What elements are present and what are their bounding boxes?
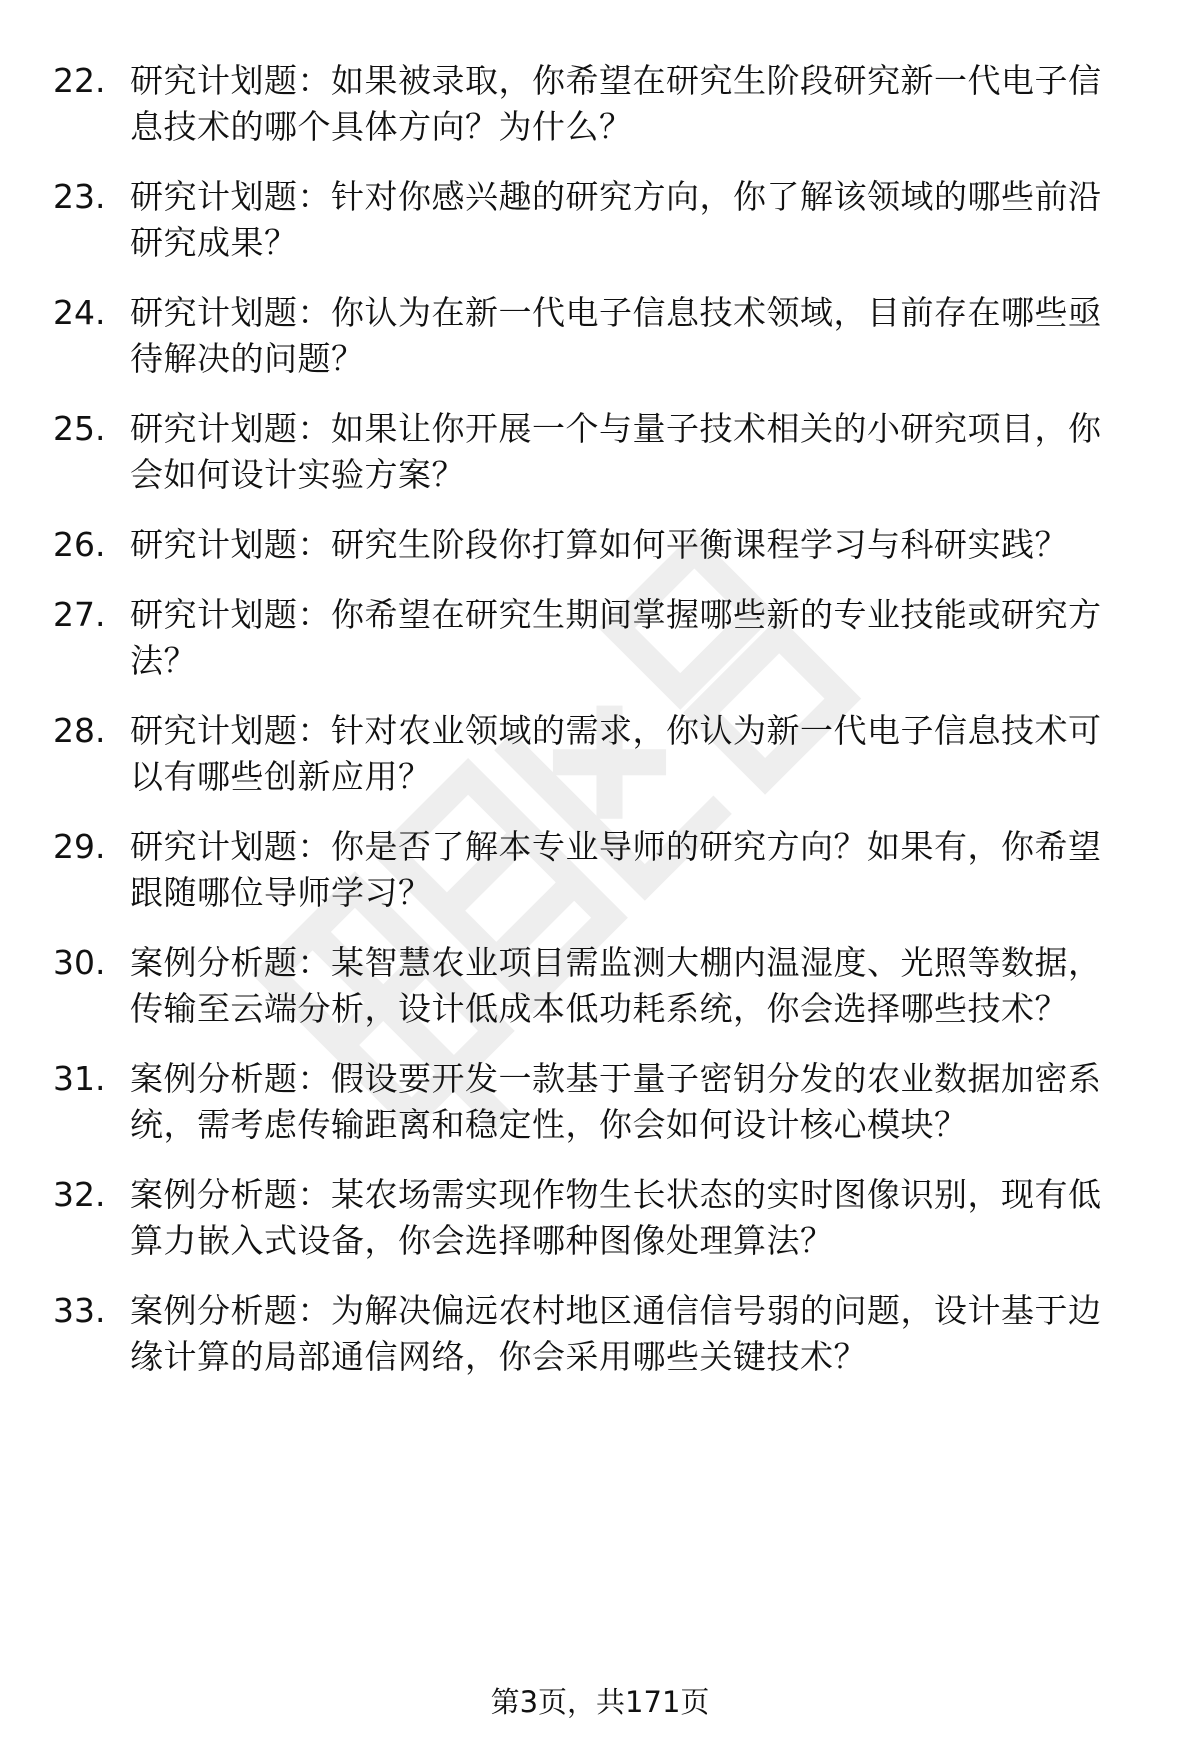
question-item [0, 1056, 1200, 1148]
question-number: 23. [53, 177, 106, 216]
question-item [0, 290, 1200, 382]
question-number: 29. [53, 827, 106, 866]
question-text: 研究计划题：你是否了解本专业导师的研究方向？如果有，你希望跟随哪位导师学习？ [130, 827, 1102, 912]
question-number: 32. [53, 1175, 106, 1214]
question-number: 30. [53, 943, 106, 982]
question-number: 26. [53, 525, 106, 564]
page-number-label: 第3页，共171页 [490, 1685, 710, 1719]
question-item [0, 940, 1200, 1032]
question-text: 研究计划题：你希望在研究生期间掌握哪些新的专业技能或研究方法？ [130, 595, 1102, 680]
question-number: 33. [53, 1291, 106, 1330]
question-text: 案例分析题：假设要开发一款基于量子密钥分发的农业数据加密系统，需考虑传输距离和稳定性，你会如何设计核心模块？ [130, 1059, 1102, 1144]
question-number: 24. [53, 293, 106, 332]
question-text: 研究计划题：如果被录取，你希望在研究生阶段研究新一代电子信息技术的哪个具体方向？为什么？ [130, 61, 1102, 146]
question-item [0, 1172, 1200, 1264]
question-number: 31. [53, 1059, 106, 1098]
question-item [0, 824, 1200, 916]
question-item [0, 406, 1200, 498]
question-text: 案例分析题：某农场需实现作物生长状态的实时图像识别，现有低算力嵌入式设备，你会选择哪种图像处理算法？ [130, 1175, 1102, 1260]
question-list [0, 58, 1200, 1404]
question-text: 研究计划题：研究生阶段你打算如何平衡课程学习与科研实践？ [130, 525, 1068, 564]
page-footer [0, 1682, 1200, 1722]
question-text: 案例分析题：某智慧农业项目需监测大棚内温湿度、光照等数据，传输至云端分析，设计低成本低功耗系统，你会选择哪些技术？ [130, 943, 1102, 1028]
question-item [0, 174, 1200, 266]
question-number: 22. [53, 61, 106, 100]
question-item [0, 1288, 1200, 1380]
question-number: 28. [53, 711, 106, 750]
question-text: 研究计划题：针对你感兴趣的研究方向，你了解该领域的哪些前沿研究成果？ [130, 177, 1102, 262]
question-number: 27. [53, 595, 106, 634]
question-item [0, 522, 1200, 568]
question-text: 研究计划题：你认为在新一代电子信息技术领域，目前存在哪些亟待解决的问题？ [130, 293, 1102, 378]
question-item [0, 592, 1200, 684]
question-text: 案例分析题：为解决偏远农村地区通信信号弱的问题，设计基于边缘计算的局部通信网络，你会采用哪些关键技术？ [130, 1291, 1102, 1376]
question-text: 研究计划题：如果让你开展一个与量子技术相关的小研究项目，你会如何设计实验方案？ [130, 409, 1102, 494]
question-text: 研究计划题：针对农业领域的需求，你认为新一代电子信息技术可以有哪些创新应用？ [130, 711, 1102, 796]
question-number: 25. [53, 409, 106, 448]
question-item [0, 58, 1200, 150]
question-item [0, 708, 1200, 800]
